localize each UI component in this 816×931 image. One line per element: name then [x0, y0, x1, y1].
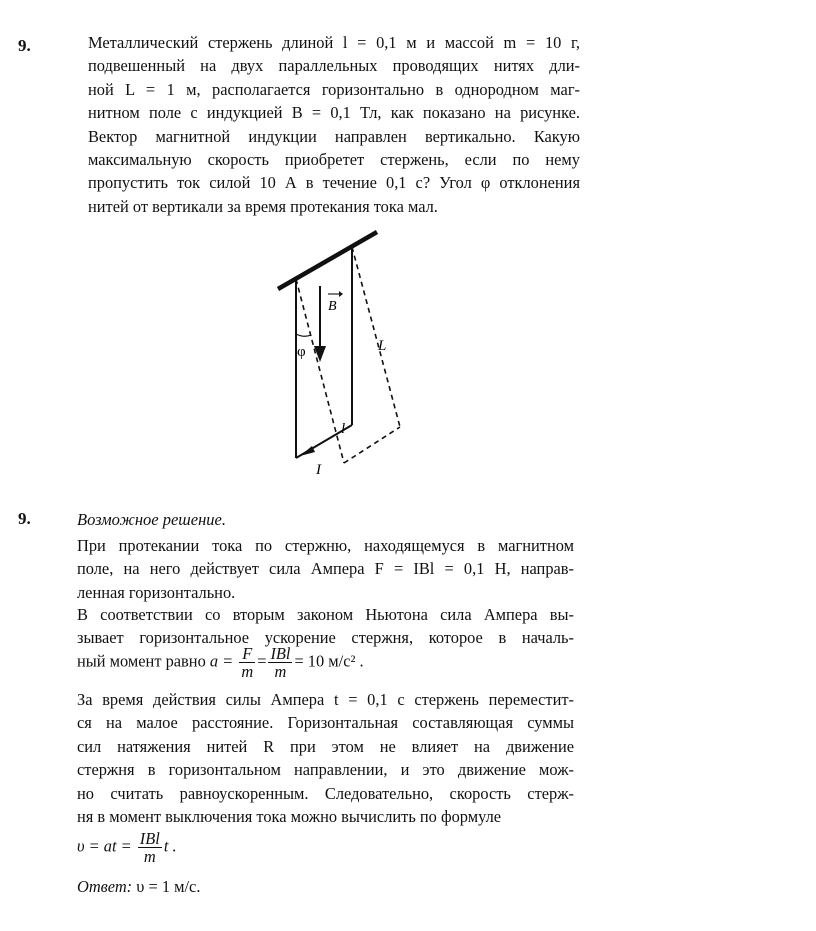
solution-line: поле, на него действует сила Ампера F = IBl = 0,1 Н, направ-	[77, 559, 574, 579]
answer-value: υ = 1 м/с.	[136, 877, 201, 896]
solution-line: стержня в горизонтальном направлении, и это движение мож-	[77, 760, 574, 780]
fraction-ibl-over-m	[138, 830, 162, 865]
solution-line: ленная горизонтально.	[77, 582, 236, 602]
answer-label: Ответ:	[77, 877, 133, 896]
thread-right-deflected	[352, 247, 400, 427]
problem-line: Вектор магнитной индукции направлен вертикально. Какую	[88, 126, 580, 146]
solution-line: В соответствии со вторым законом Ньютона сила Ампера вы-	[77, 605, 574, 624]
solution-title: Возможное решение.	[77, 510, 226, 529]
solution-number: 9.	[18, 509, 31, 528]
problem-line: ной L = 1 м, располагается горизонтально в однородном маг-	[88, 79, 580, 99]
fraction-ibl-over-m	[268, 645, 292, 680]
fraction-denominator: m	[143, 847, 156, 866]
problem-line: нитном поле с индукцией B = 0,1 Тл, как показано на рисунке.	[88, 103, 580, 123]
solution-line: но считать равноускоренным. Следовательно, скорость стерж-	[77, 783, 574, 803]
pendulum-figure	[260, 222, 420, 482]
label-l: l	[341, 421, 346, 437]
solution-line: ня в момент выключения тока можно вычислить по формуле	[77, 807, 502, 827]
acceleration-formula	[77, 645, 364, 680]
solution-line: ся на малое расстояние. Горизонтальная составляющая суммы	[77, 713, 574, 733]
problem-line: нитей от вертикали за время протекания тока мал.	[88, 196, 438, 216]
solution-para-1	[77, 534, 574, 604]
formula-result: = 10 м/с² .	[294, 651, 364, 671]
problem-line: максимальную скорость приобретет стержень, если по нему	[88, 150, 580, 170]
answer-line	[77, 877, 200, 897]
formula-equals: =	[257, 651, 267, 671]
fraction-numerator: F	[239, 645, 255, 663]
current-arrow	[300, 446, 315, 456]
phi-arc	[296, 334, 311, 336]
b-vector-tip	[339, 291, 343, 297]
fraction-denominator: m	[241, 662, 254, 681]
problem-line: пропустить ток силой 10 А в течение 0,1 с? Угол φ отклонения	[88, 173, 580, 193]
ceiling-bar	[278, 232, 377, 289]
formula-suffix: t .	[163, 836, 177, 856]
label-b: B	[328, 299, 337, 314]
solution-para-3	[77, 688, 574, 828]
formula-lhs: a =	[209, 651, 234, 671]
label-L: L	[378, 338, 387, 354]
velocity-formula	[77, 830, 177, 865]
fraction-denominator: m	[274, 662, 287, 681]
solution-line: При протекании тока по стержню, находящемуся в магнитном	[77, 536, 574, 555]
b-arrow-head	[314, 346, 326, 362]
solution-para-2	[77, 603, 574, 650]
fraction-numerator: IBl	[270, 644, 291, 663]
formula-prefix: ный момент равно	[77, 651, 210, 671]
fraction-numerator: IBl	[139, 829, 160, 848]
formula-lhs: υ = at =	[77, 836, 132, 856]
solution-line: За время действия силы Ампера t = 0,1 с стержень переместит-	[77, 690, 574, 709]
problem-line: подвешенный на двух параллельных проводящих нитях дли-	[88, 56, 580, 76]
rod-deflected	[344, 427, 400, 463]
solution-line: сил натяжения нитей R при этом не влияет на движение	[77, 736, 574, 756]
problem-number: 9.	[18, 36, 31, 55]
problem-text	[88, 31, 580, 218]
label-phi: φ	[297, 344, 306, 360]
solution-line: зывает горизонтальное ускорение стержня, которое в началь-	[77, 628, 574, 648]
label-I: I	[316, 462, 321, 478]
fraction-f-over-m	[239, 645, 255, 680]
problem-line: Металлический стержень длиной l = 0,1 м и массой m = 10 г,	[88, 33, 580, 52]
